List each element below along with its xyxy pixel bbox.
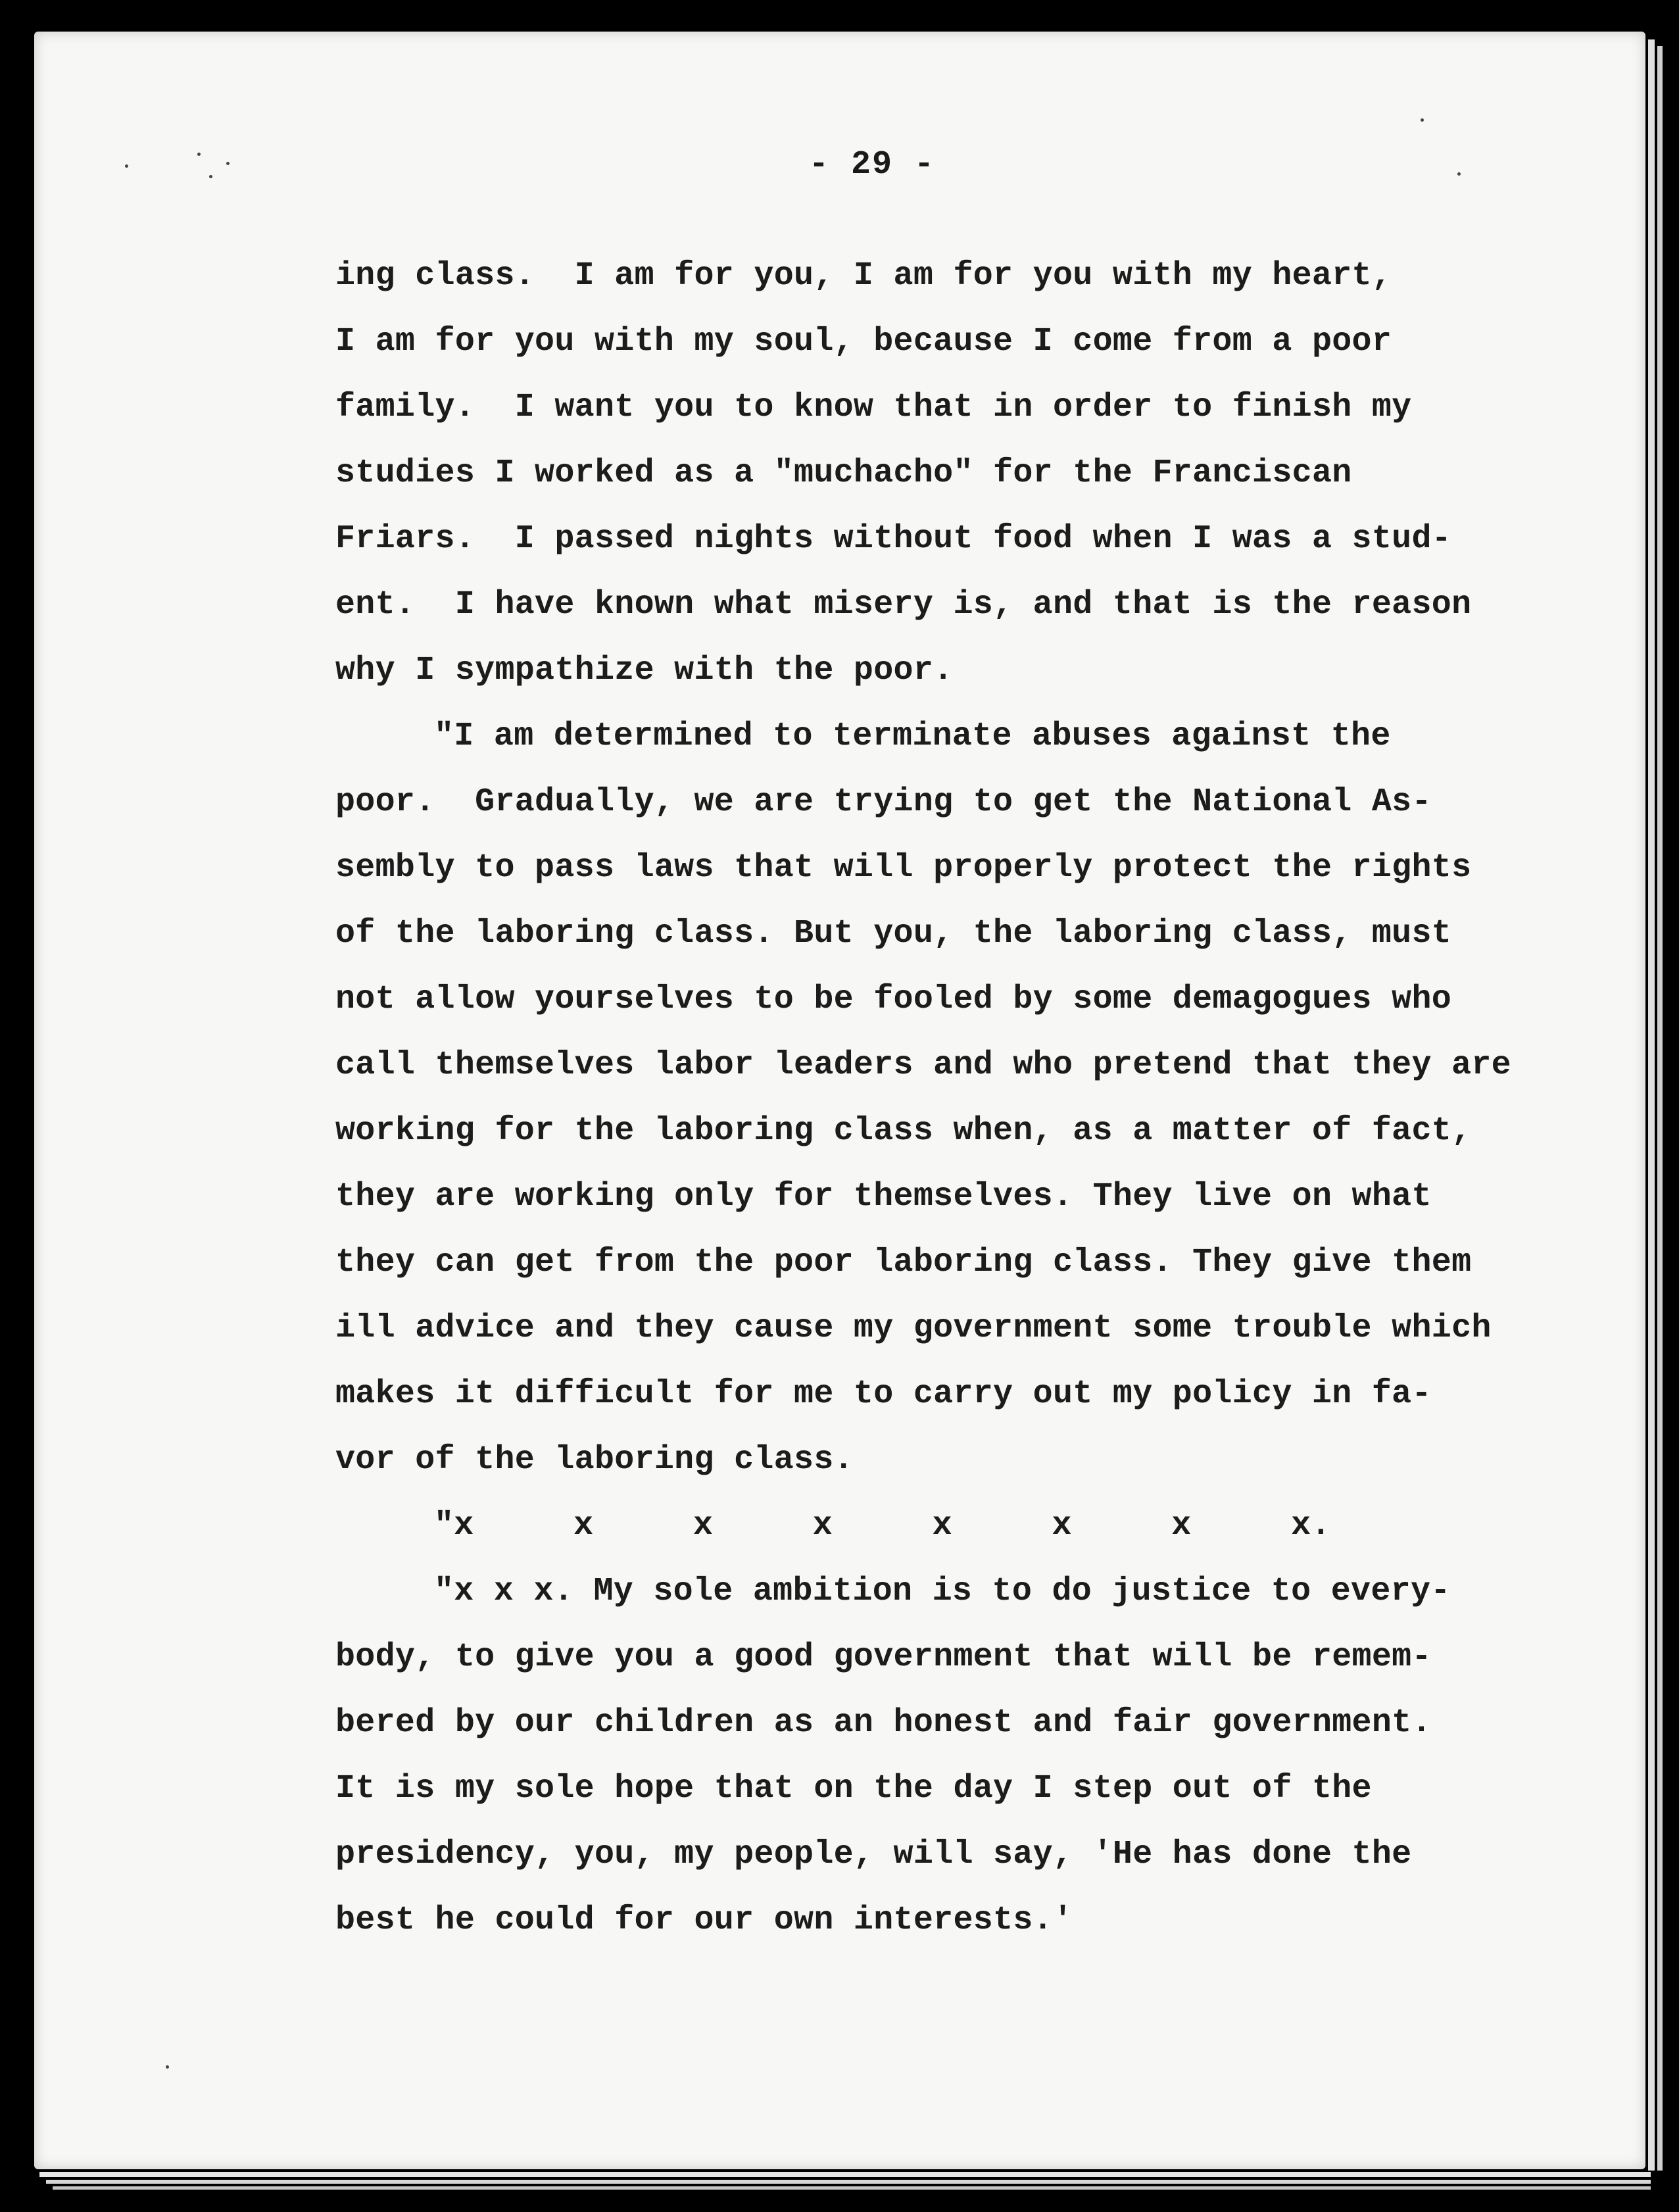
text-line: call themselves labor leaders and who pretend that they are	[335, 1046, 1511, 1084]
scan-speck	[197, 153, 201, 156]
text-line: Friars. I passed nights without food when I was a stud-	[335, 520, 1452, 558]
text-line: family. I want you to know that in order to finish my	[335, 389, 1412, 426]
scan-speck	[1457, 172, 1461, 176]
text-line: It is my sole hope that on the day I step out of the	[335, 1770, 1372, 1807]
text-line: they can get from the poor laboring class. They give them	[335, 1244, 1472, 1281]
text-line: makes it difficult for me to carry out my policy in fa-	[335, 1375, 1432, 1413]
text-line: presidency, you, my people, will say, 'He has done the	[335, 1836, 1412, 1873]
text-line: ill advice and they cause my government some trouble which	[335, 1310, 1492, 1347]
scan-speck	[209, 175, 212, 178]
text-line: ing class. I am for you, I am for you with my heart,	[335, 257, 1392, 295]
text-line: of the laboring class. But you, the laboring class, must	[335, 915, 1452, 952]
paper-edge	[1657, 46, 1663, 2171]
text-line: not allow yourselves to be fooled by some demagogues who	[335, 981, 1452, 1018]
scan-speck	[125, 164, 128, 168]
scan-speck	[1421, 118, 1424, 122]
text-line: sembly to pass laws that will properly protect the rights	[335, 849, 1472, 887]
page-number: - 29 -	[809, 146, 936, 184]
text-line: I am for you with my soul, because I come from a poor	[335, 323, 1392, 360]
scan-speck	[226, 162, 230, 165]
text-line: working for the laboring class when, as a matter of fact,	[335, 1112, 1472, 1150]
text-line: they are working only for themselves. They live on what	[335, 1178, 1432, 1216]
text-line: body, to give you a good government that will be remem-	[335, 1638, 1432, 1676]
paper-edge	[1648, 39, 1655, 2171]
text-line: "I am determined to terminate abuses against the	[434, 718, 1391, 755]
paper-edge	[39, 2172, 1651, 2177]
text-line: studies I worked as a "muchacho" for the Franciscan	[335, 455, 1352, 492]
text-line: best he could for our own interests.'	[335, 1902, 1073, 1939]
paper-edge	[53, 2186, 1651, 2190]
text-line: "x x x x x x x x.	[434, 1507, 1331, 1544]
text-line: "x x x. My sole ambition is to do justice to every-	[434, 1573, 1451, 1610]
text-line: vor of the laboring class.	[335, 1441, 854, 1479]
text-line: why I sympathize with the poor.	[335, 652, 954, 689]
paper-edge	[46, 2180, 1651, 2184]
text-line: ent. I have known what misery is, and that is the reason	[335, 586, 1472, 624]
scan-speck	[166, 2065, 169, 2069]
text-line: poor. Gradually, we are trying to get the National As-	[335, 783, 1432, 821]
text-line: bered by our children as an honest and fair government.	[335, 1704, 1432, 1742]
